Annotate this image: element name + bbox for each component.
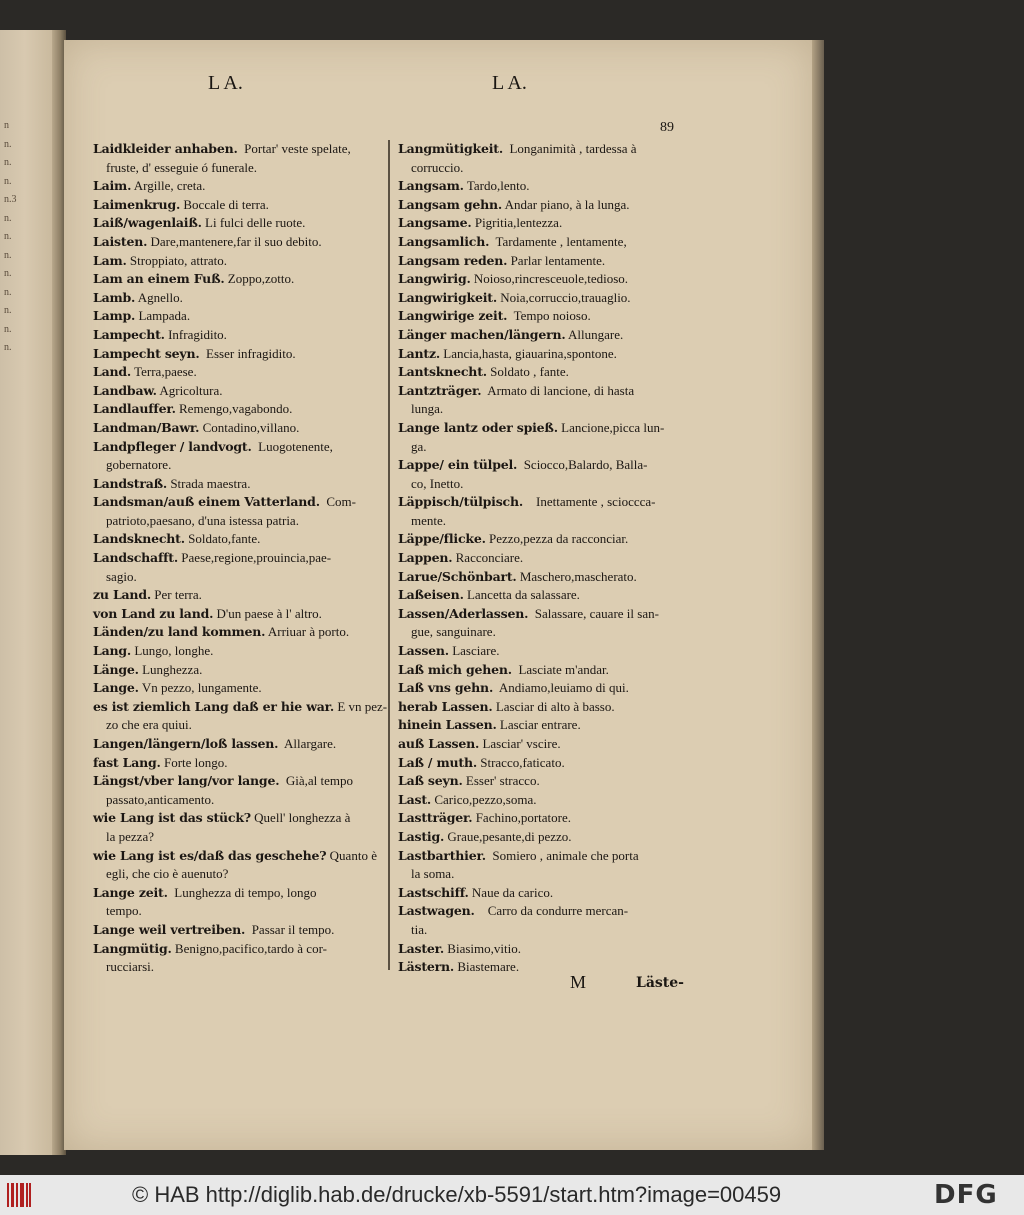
- dictionary-entry: [93, 177, 393, 196]
- entry-continuation: [398, 438, 708, 457]
- headword: Läppisch/tülpisch.: [398, 494, 524, 510]
- dictionary-entry: [398, 902, 708, 921]
- entry-continuation: [398, 512, 708, 531]
- headword: Langwirigkeit.: [398, 289, 497, 305]
- translation: Inettamente , scioccca-: [523, 494, 656, 510]
- translation: Carro da condurre mercan-: [474, 903, 629, 919]
- translation: Passar il tempo.: [245, 921, 335, 937]
- dictionary-entry: [398, 233, 708, 252]
- margin-fragment: n.: [4, 342, 12, 353]
- page-number: 89: [660, 120, 674, 135]
- headword: Lantz.: [398, 345, 441, 361]
- margin-fragment: n.: [4, 138, 12, 150]
- dictionary-entry: [398, 716, 708, 735]
- column-rule: [388, 140, 390, 970]
- dictionary-entry: [398, 326, 708, 345]
- dictionary-entry: [93, 289, 393, 308]
- dictionary-entry: [93, 400, 393, 419]
- dictionary-entry: [93, 847, 393, 866]
- dictionary-entry: [93, 382, 393, 401]
- dictionary-entry: [398, 791, 708, 810]
- translation: Maschero,mascherato.: [516, 568, 637, 584]
- headword: Laiß/wagenlaiß.: [93, 215, 202, 231]
- translation: Noia,corruccio,trauaglio.: [497, 289, 631, 305]
- translation: Salassare, cauare il san-: [528, 605, 659, 621]
- headword: Lassen.: [398, 643, 449, 659]
- translation: Andar piano, à la lunga.: [502, 196, 630, 212]
- translation: Somiero , animale che porta: [485, 847, 639, 863]
- dictionary-entry: [93, 679, 393, 698]
- headword: Lang.: [93, 643, 132, 659]
- entry-continuation: [398, 400, 708, 419]
- dictionary-entry: [93, 493, 393, 512]
- headword: Laim.: [93, 178, 132, 194]
- dictionary-entry: [398, 530, 708, 549]
- dictionary-entry: [398, 196, 708, 215]
- headword: zu Land.: [93, 587, 152, 603]
- headword: Länge.: [93, 661, 139, 677]
- dictionary-entry: [398, 419, 708, 438]
- translation: egli, che cio è auenuto?: [106, 866, 229, 882]
- headword: Landman/Bawr.: [93, 419, 200, 435]
- dictionary-entry: [93, 214, 393, 233]
- headword: von Land zu land.: [93, 605, 214, 621]
- entry-continuation: [398, 865, 708, 884]
- translation: Biasimo,vitio.: [444, 940, 521, 956]
- translation: Parlar lentamente.: [507, 252, 606, 268]
- entry-continuation: [93, 791, 393, 810]
- translation: Terra,paese.: [131, 364, 197, 380]
- translation: Lasciare.: [448, 643, 500, 659]
- headword: Langsamlich.: [398, 233, 490, 249]
- translation: Esser infragidito.: [199, 345, 296, 361]
- headword: Laß / muth.: [398, 754, 477, 770]
- dictionary-entry: [398, 958, 708, 977]
- headword: Land.: [93, 364, 132, 380]
- dictionary-entry: [398, 177, 708, 196]
- entry-continuation: [93, 865, 393, 884]
- headword: Lappen.: [398, 550, 453, 566]
- translation: Tardo,lento.: [463, 178, 530, 194]
- dictionary-entry: [93, 698, 393, 717]
- dictionary-entry: [398, 735, 708, 754]
- entry-continuation: [93, 456, 393, 475]
- dictionary-entry: [398, 940, 708, 959]
- translation: Paese,regione,prouincia,pae-: [178, 550, 332, 566]
- margin-fragment: n.3: [4, 194, 17, 205]
- headword: Landstraß.: [93, 475, 168, 491]
- headword: Langwirig.: [398, 271, 471, 287]
- translation: Armato di lancione, di hasta: [481, 382, 635, 398]
- dictionary-entry: [93, 754, 393, 773]
- margin-fragment: n: [4, 120, 9, 131]
- entry-continuation: [93, 902, 393, 921]
- headword: Laimenkrug.: [93, 196, 181, 212]
- entry-continuation: [398, 159, 708, 178]
- headword: Landbaw.: [93, 382, 157, 398]
- dictionary-entry: [398, 679, 708, 698]
- translation: Lancia,hasta, giauarina,spontone.: [440, 345, 617, 361]
- headword: Landlauffer.: [93, 401, 176, 417]
- translation: zo che era quiui.: [106, 717, 192, 733]
- translation: Naue da carico.: [468, 884, 554, 900]
- dictionary-entry: [93, 884, 393, 903]
- entry-continuation: [398, 921, 708, 940]
- translation: lunga.: [411, 401, 444, 417]
- translation: Contadino,villano.: [199, 419, 300, 435]
- running-head-left: L A.: [208, 72, 243, 94]
- headword: Lange zeit.: [93, 884, 168, 900]
- translation: Allargare.: [278, 736, 337, 751]
- headword: fast Lang.: [93, 754, 161, 770]
- translation: Soldato , fante.: [486, 364, 569, 380]
- headword: Laß vns gehn.: [398, 680, 494, 696]
- translation: ga.: [411, 438, 427, 454]
- dictionary-entry: [93, 438, 393, 457]
- headword: Landsman/auß einem Vatterland.: [93, 494, 320, 510]
- dictionary-entry: [398, 382, 708, 401]
- translation: Lancione,picca lun-: [557, 419, 665, 435]
- headword: Langsam reden.: [398, 252, 508, 268]
- entry-continuation: [93, 512, 393, 531]
- translation: Agnello.: [135, 289, 183, 305]
- headword: Lastträger.: [398, 810, 473, 826]
- dictionary-entry: [93, 363, 393, 382]
- dictionary-entry: [398, 363, 708, 382]
- translation: Lasciate m'andar.: [511, 661, 609, 677]
- translation: Stroppiato, attrato.: [126, 252, 228, 268]
- headword: herab Lassen.: [398, 698, 493, 714]
- dictionary-entry: [398, 605, 708, 624]
- dictionary-entry: [398, 828, 708, 847]
- headword: Laster.: [398, 940, 445, 956]
- headword: Lampecht seyn.: [93, 345, 200, 361]
- translation: Per terra.: [151, 587, 202, 603]
- translation: Già,al tempo: [279, 773, 354, 789]
- dictionary-entry: [93, 735, 393, 754]
- headword: Laidkleider anhaben.: [93, 141, 238, 156]
- headword: Lam an einem Fuß.: [93, 271, 225, 287]
- translation: Infragidito.: [164, 326, 227, 342]
- dictionary-entry: [93, 233, 393, 252]
- headword: Langen/längern/loß lassen.: [93, 736, 279, 751]
- dictionary-entry: [398, 754, 708, 773]
- dictionary-entry: [398, 809, 708, 828]
- translation: Portar' veste spelate,: [237, 141, 351, 156]
- headword: hinein Lassen.: [398, 717, 497, 733]
- running-head-right: L A.: [492, 72, 527, 94]
- headword: Langmütig.: [93, 940, 172, 956]
- headword: Lamp.: [93, 308, 136, 324]
- dictionary-entry: [93, 605, 393, 624]
- translation: Soldato,fante.: [184, 531, 261, 547]
- headword: Lästern.: [398, 959, 455, 975]
- headword: wie Lang ist das stück?: [93, 810, 251, 826]
- dictionary-entry: [93, 345, 393, 364]
- headword: wie Lang ist es/daß das geschehe?: [93, 847, 327, 863]
- translation: co, Inetto.: [411, 475, 464, 491]
- catchword: Läste-: [636, 975, 684, 991]
- dictionary-entry: [398, 884, 708, 903]
- translation: passato,anticamento.: [106, 791, 215, 807]
- right-column: [398, 140, 708, 977]
- barcode-icon: [6, 1181, 32, 1209]
- translation: Noioso,rincresceuole,tedioso.: [470, 271, 629, 287]
- translation: corruccio.: [411, 159, 464, 175]
- translation: Lampada.: [135, 308, 191, 324]
- translation: Lungo, longhe.: [131, 643, 214, 659]
- dictionary-entry: [398, 289, 708, 308]
- entry-continuation: [93, 958, 393, 977]
- translation: Lunghezza.: [138, 661, 203, 677]
- translation: Luogotenente,: [251, 438, 333, 454]
- translation: Stracco,faticato.: [476, 754, 565, 770]
- translation: tia.: [411, 921, 428, 937]
- dictionary-entry: [93, 623, 393, 642]
- entry-continuation: [93, 159, 393, 178]
- margin-fragment: n.: [4, 323, 12, 335]
- translation: mente.: [411, 512, 447, 528]
- dictionary-entry: [93, 196, 393, 215]
- headword: Laisten.: [93, 233, 148, 249]
- margin-fragment: n.: [4, 249, 12, 261]
- dictionary-entry: [398, 270, 708, 289]
- margin-fragment: n.: [4, 175, 12, 187]
- entry-continuation: [93, 716, 393, 735]
- entry-continuation: [93, 828, 393, 847]
- headword: Landschafft.: [93, 550, 179, 566]
- translation: Quanto è: [326, 847, 377, 863]
- headword: Länger machen/längern.: [398, 326, 566, 342]
- headword: Lantsknecht.: [398, 364, 487, 380]
- translation: Argille, creta.: [131, 178, 206, 194]
- translation: Carico,pezzo,soma.: [431, 791, 537, 807]
- entry-continuation: [398, 623, 708, 642]
- headword: Lastig.: [398, 828, 445, 844]
- headword: Lassen/Aderlassen.: [398, 605, 529, 621]
- translation: Dare,mantenere,far il suo debito.: [147, 233, 322, 249]
- headword: Langwirige zeit.: [398, 308, 508, 324]
- headword: Laß mich gehen.: [398, 661, 512, 677]
- signature-mark: M: [570, 972, 587, 992]
- dictionary-entry: [93, 586, 393, 605]
- headword: Länden/zu land kommen.: [93, 624, 266, 640]
- translation: sagio.: [106, 568, 137, 584]
- translation: Forte longo.: [160, 754, 228, 770]
- translation: Esser' stracco.: [462, 773, 540, 789]
- translation: E vn pez-: [334, 698, 388, 714]
- translation: tempo.: [106, 903, 142, 919]
- footer-bar: [0, 1175, 1024, 1215]
- translation: Lunghezza di tempo, longo: [167, 884, 317, 900]
- dictionary-entry: [93, 252, 393, 271]
- margin-fragment: n.: [4, 157, 12, 168]
- translation: Biastemare.: [454, 959, 520, 975]
- headword: Lappe/ ein tülpel.: [398, 457, 518, 473]
- headword: Landpfleger / landvogt.: [93, 438, 252, 454]
- headword: Langsam.: [398, 178, 464, 194]
- dictionary-entry: [93, 530, 393, 549]
- translation: Strada maestra.: [167, 475, 251, 491]
- translation: Tardamente , lentamente,: [489, 233, 627, 249]
- dfg-logo: DFG: [934, 1180, 998, 1210]
- dictionary-entry: [93, 772, 393, 791]
- translation: Remengo,vagabondo.: [175, 401, 293, 417]
- translation: Graue,pesante,di pezzo.: [444, 828, 572, 844]
- dictionary-entry: [93, 809, 393, 828]
- translation: Com-: [319, 494, 356, 510]
- dictionary-entry: [93, 642, 393, 661]
- translation: Lasciar di alto à basso.: [492, 698, 615, 714]
- dictionary-entry: [398, 586, 708, 605]
- margin-fragment: n.: [4, 212, 12, 224]
- dictionary-entry: [93, 307, 393, 326]
- dictionary-entry: [398, 642, 708, 661]
- left-column: [93, 140, 393, 977]
- headword: Larue/Schönbart.: [398, 568, 517, 584]
- translation: Benigno,pacifico,tardo à cor-: [171, 940, 327, 956]
- translation: gobernatore.: [106, 457, 172, 473]
- dictionary-entry: [398, 549, 708, 568]
- translation: Fachino,portatore.: [472, 810, 572, 826]
- entry-continuation: [93, 568, 393, 587]
- dictionary-entry: [398, 307, 708, 326]
- translation: Boccale di terra.: [180, 196, 269, 212]
- translation: patrioto,paesano, d'una istessa patria.: [106, 512, 299, 528]
- translation: Andiamo,leuiamo di qui.: [493, 680, 629, 696]
- dictionary-entry: [93, 270, 393, 289]
- dictionary-entry: [93, 940, 393, 959]
- translation: Pezzo,pezza da racconciar.: [485, 531, 629, 547]
- translation: Li fulci delle ruote.: [201, 215, 306, 231]
- dictionary-entry: [398, 252, 708, 271]
- dictionary-entry: [93, 661, 393, 680]
- margin-fragment: n.: [4, 231, 12, 242]
- dictionary-entry: [93, 475, 393, 494]
- translation: Lasciar entrare.: [496, 717, 581, 733]
- headword: Last.: [398, 791, 432, 807]
- headword: Langsame.: [398, 215, 472, 231]
- translation: Arriuar à porto.: [265, 624, 350, 640]
- translation: Longanimità , tardessa à: [502, 141, 637, 156]
- headword: Landsknecht.: [93, 531, 185, 547]
- dictionary-entry: [398, 214, 708, 233]
- translation: Tempo noioso.: [507, 308, 591, 324]
- translation: la pezza?: [106, 828, 154, 844]
- headword: Laßeisen.: [398, 587, 464, 603]
- translation: Agricoltura.: [156, 382, 223, 398]
- dictionary-entry: [398, 456, 708, 475]
- translation: fruste, d' esseguie ó funerale.: [106, 159, 258, 175]
- headword: Lange.: [93, 680, 139, 696]
- headword: Lantzträger.: [398, 382, 482, 398]
- headword: Längst/vber lang/vor lange.: [93, 773, 280, 789]
- dictionary-entry: [398, 698, 708, 717]
- dictionary-entry: [93, 549, 393, 568]
- dictionary-entry: [398, 140, 708, 159]
- dictionary-entry: [398, 772, 708, 791]
- translation: Zoppo,zotto.: [224, 271, 295, 287]
- headword: Lastschiff.: [398, 884, 469, 900]
- dictionary-entry: [398, 493, 708, 512]
- translation: Pigritia,lentezza.: [471, 215, 563, 231]
- dictionary-entry: [398, 661, 708, 680]
- dictionary-entry: [398, 568, 708, 587]
- translation: Lasciar' vscire.: [479, 736, 561, 751]
- headword: auß Lassen.: [398, 736, 480, 751]
- translation: la soma.: [411, 866, 455, 882]
- page-edge-shadow: [812, 40, 824, 1150]
- margin-fragment: n.: [4, 305, 12, 316]
- headword: Lam.: [93, 252, 127, 268]
- headword: Lastbarthier.: [398, 847, 486, 863]
- translation: D'un paese à l' altro.: [213, 605, 322, 621]
- dictionary-entry: [93, 921, 393, 940]
- dictionary-entry: [93, 140, 393, 159]
- headword: Lastwagen.: [398, 903, 475, 919]
- dictionary-entry: [93, 326, 393, 345]
- headword: Lampecht.: [93, 326, 165, 342]
- translation: Allungare.: [565, 326, 624, 342]
- headword: Langsam gehn.: [398, 196, 503, 212]
- headword: Lange lantz oder spieß.: [398, 419, 558, 435]
- translation: gue, sanguinare.: [411, 624, 496, 640]
- headword: Lamb.: [93, 289, 136, 305]
- headword: Lange weil vertreiben.: [93, 921, 246, 937]
- translation: rucciarsi.: [106, 959, 155, 975]
- translation: Quell' longhezza à: [250, 810, 351, 826]
- margin-fragment: n.: [4, 268, 12, 279]
- headword: Laß seyn.: [398, 773, 463, 789]
- translation: Sciocco,Balardo, Balla-: [517, 457, 648, 473]
- headword: Langmütigkeit.: [398, 141, 503, 156]
- headword: Läppe/flicke.: [398, 531, 486, 547]
- translation: Racconciare.: [452, 550, 524, 566]
- dictionary-entry: [398, 345, 708, 364]
- headword: es ist ziemlich Lang daß er hie war.: [93, 698, 335, 714]
- footer-credit-link[interactable]: © HAB http://diglib.hab.de/drucke/xb-5591/start.htm?image=00459: [132, 1182, 782, 1207]
- dictionary-entry: [93, 419, 393, 438]
- translation: Vn pezzo, lungamente.: [138, 680, 262, 696]
- margin-fragment: n.: [4, 286, 12, 298]
- previous-page-margin-text: [2, 30, 50, 1155]
- entry-continuation: [398, 475, 708, 494]
- dictionary-entry: [398, 847, 708, 866]
- translation: Lancetta da salassare.: [463, 587, 580, 603]
